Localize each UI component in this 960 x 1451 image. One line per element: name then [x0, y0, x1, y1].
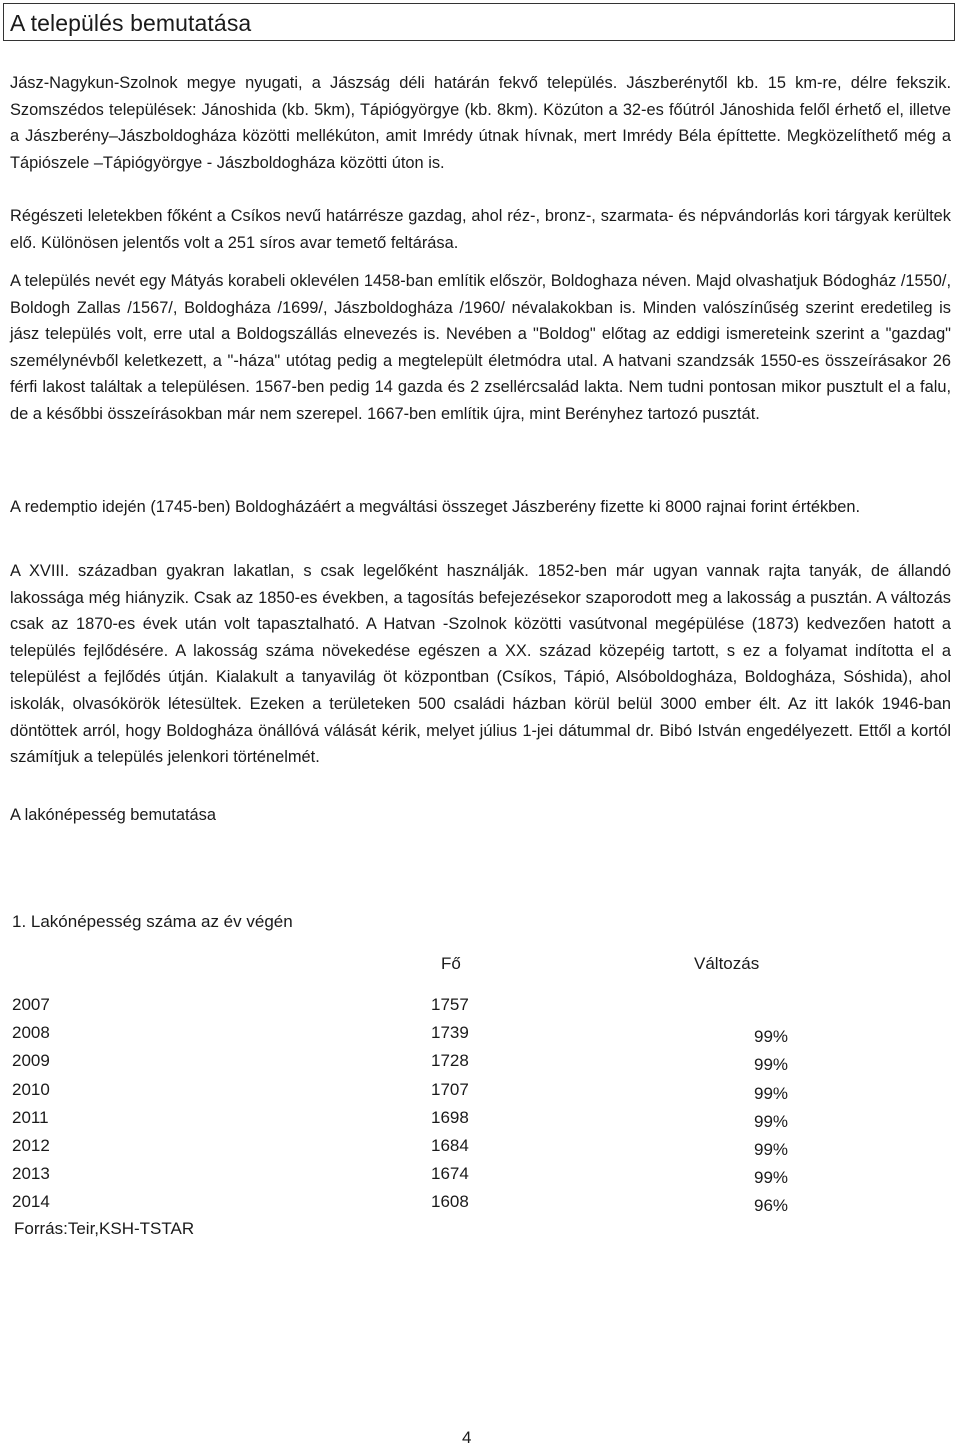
page-number: 4	[462, 1428, 472, 1447]
table-row	[0, 1164, 960, 1192]
population-subtitle: A lakónépesség bemutatása	[10, 806, 216, 824]
table-row	[0, 1023, 960, 1051]
cell-year: 2012	[12, 1136, 50, 1155]
cell-year: 2011	[12, 1108, 49, 1127]
cell-fo: 1608	[431, 1192, 469, 1211]
cell-fo: 1739	[431, 1023, 469, 1042]
cell-fo: 1728	[431, 1051, 469, 1070]
cell-year: 2007	[12, 995, 50, 1014]
table-row	[0, 1192, 960, 1220]
cell-fo: 1698	[431, 1108, 469, 1127]
cell-year: 2010	[12, 1080, 50, 1099]
table-row	[0, 1108, 960, 1136]
paragraph-location: Jász-Nagykun-Szolnok megye nyugati, a Jászság déli határán fekvő település. Jászberénytől kb. 15 km-re, délre fekszik. Szomszédos települések: Jánoshida (kb. 5km), Tápiógyörgye (kb. 8km). Közúton a 32-es főútról Jánoshida felől érhető el, illetve a Jászberény–Jászboldogháza közötti mellékúton, amit Imrédy útnak hívnak, mert Imrédy Béla építtette. Megközelíthető még a Tápiószele –Tápiógyörgye - Jászboldogháza közötti úton is.	[10, 74, 951, 172]
table-row	[0, 1080, 960, 1108]
cell-valtozas: 99%	[754, 1084, 789, 1103]
cell-year: 2009	[12, 1051, 50, 1070]
cell-fo: 1707	[431, 1080, 469, 1099]
table-row	[0, 1051, 960, 1079]
table-row	[0, 1136, 960, 1164]
column-header-fo: Fő	[441, 954, 461, 973]
cell-valtozas: 96%	[754, 1196, 789, 1215]
cell-valtozas: 99%	[754, 1027, 789, 1046]
cell-year: 2014	[12, 1192, 50, 1211]
cell-valtozas: 99%	[754, 1112, 789, 1131]
table-row	[0, 995, 960, 1023]
section-heading-box	[3, 3, 955, 41]
paragraph-archaeology: Régészeti leletekben főként a Csíkos nevű határrésze gazdag, ahol réz-, bronz-, szarmata- és népvándorlás kori tárgyak kerültek elő. Különösen jelentős volt a 251 síros avar temető feltárása.	[10, 207, 951, 252]
table-source: Forrás:Teir,KSH-TSTAR	[14, 1219, 195, 1238]
cell-year: 2008	[12, 1023, 50, 1042]
cell-fo: 1684	[431, 1136, 469, 1155]
cell-year: 2013	[12, 1164, 50, 1183]
table-title: 1. Lakónépesség száma az év végén	[12, 912, 293, 931]
cell-valtozas: 99%	[754, 1140, 789, 1159]
section-heading: A település bemutatása	[10, 10, 252, 36]
cell-fo: 1674	[431, 1164, 469, 1183]
cell-valtozas: 99%	[754, 1168, 789, 1187]
paragraph-modern-history: A XVIII. században gyakran lakatlan, s csak legelőként használják. 1852-ben már ugyan vannak rajta tanyák, de állandó lakossága még hiányzik. Csak az 1850-es években, a tagosítás befejezésekor szaporodott meg a lakosság a pusztán. A változás csak az 1870-es évek után volt tapasztalható. A Hatvan -Szolnok közötti vasútvonal megépülése (1873) kedvezően hatott a település fejlődésére. A lakosság száma növekedése egészen a XX. század közepéig tartott, s ez a folyamat indította el a települést a fejlődés útján. Kialakult a tanyavilág öt központban (Csíkos, Tápió, Alsóboldogháza, Boldogháza, Sóshida), ahol iskolák, olvasókörök létesültek. Ezeken a területeken 500 családi házban körül belül 3000 ember élt. Az itt lakók 1946-ban döntöttek arról, hogy Boldogháza önállóvá válását kérik, melyet július 1-jei dátummal dr. Bibó István engedélyezett. Ettől a kortól számítjuk a település jelenkori történelmét.	[10, 562, 951, 767]
cell-valtozas: 99%	[754, 1055, 789, 1074]
cell-fo: 1757	[431, 995, 469, 1014]
paragraph-redemptio: A redemptio idején (1745-ben) Boldogházáért a megváltási összeget Jászberény fizette ki 8000 rajnai forint értékben.	[10, 498, 861, 516]
paragraph-name-history: A település nevét egy Mátyás korabeli oklevélen 1458-ban említik először, Boldoghaza néven. Majd olvashatjuk Bódogház /1550/, Boldogh Zallas /1567/, Boldogháza /1699/, Jászboldogháza /1960/ névalakokban is. Minden valószínűség szerint eredetileg is jász település volt, erre utal a Boldogszállás elnevezés is. Nevében a "Boldog" előtag az eddigi ismereteink szerint a "gazdag" személynévből keletkezett, a "-háza" utótag pedig a megtelepült életmódra utal. A hatvani szandzsák 1550-es összeírásakor 26 férfi lakost találtak a településen. 1567-ben pedig 14 gazda és 2 zsellércsalád lakta. Nem tudni pontosan mikor pusztult el a falu, de a későbbi összeírásokban már nem szerepel. 1667-ben említik újra, mint Berényhez tartozó pusztát.	[10, 272, 951, 423]
column-header-valtozas: Változás	[694, 954, 760, 973]
